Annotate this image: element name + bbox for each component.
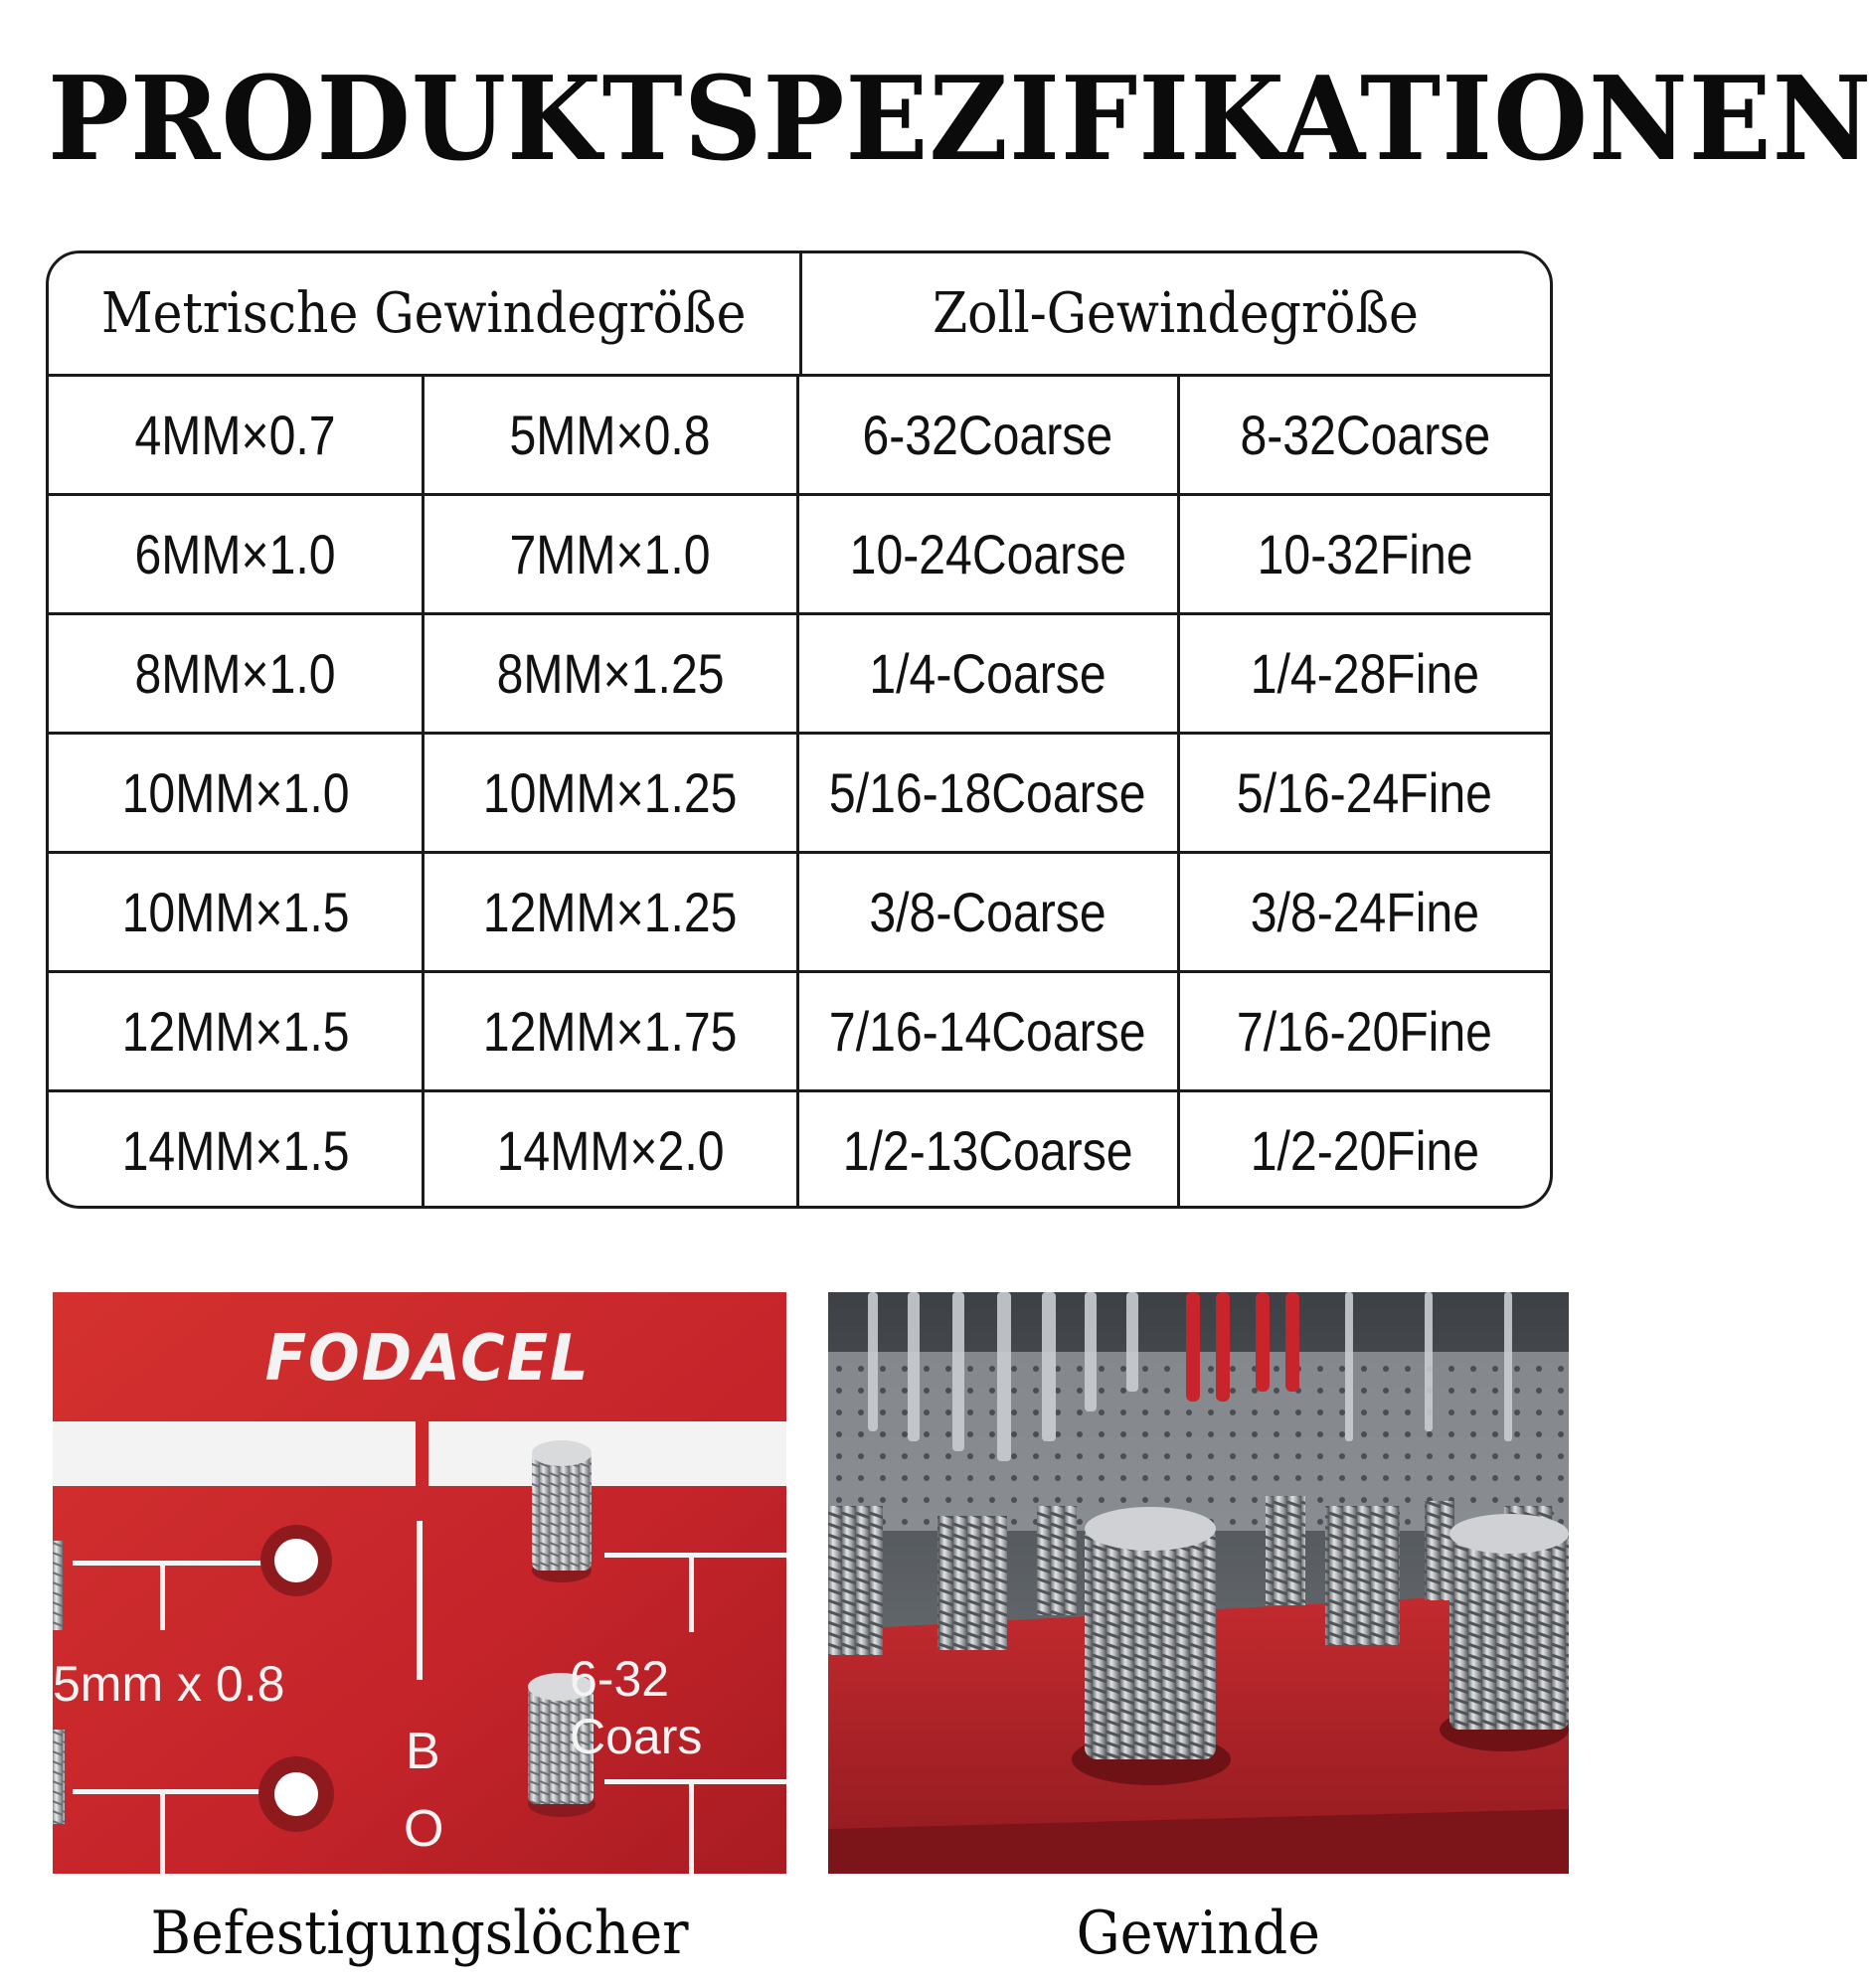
table-cell: 7/16-14Coarse [796, 973, 1177, 1089]
table-cell: 3/8-24Fine [1177, 854, 1550, 970]
table-row [49, 851, 1550, 970]
table-cell: 5/16-24Fine [1177, 735, 1550, 851]
plate-label-metric: 5mm x 0.8 [53, 1656, 285, 1712]
caption-fastening-holes: Befestigungslöcher [150, 1899, 689, 1968]
threads-photo [828, 1292, 1569, 1874]
table-cell: 10-32Fine [1177, 496, 1550, 612]
table-cell: 8MM×1.25 [422, 615, 795, 732]
table-row [49, 732, 1550, 851]
table-cell: 12MM×1.75 [422, 973, 795, 1089]
threads-illustration [828, 1292, 1569, 1874]
plate-label-inch: 6-32 Coars [570, 1651, 703, 1764]
table-cell: 14MM×2.0 [422, 1092, 795, 1209]
table-cell: 8-32Coarse [1177, 377, 1550, 493]
table-cell: 12MM×1.25 [422, 854, 795, 970]
table-cell: 4MM×0.7 [134, 404, 336, 466]
table-cell: 7MM×1.0 [422, 496, 795, 612]
table-cell: 14MM×1.5 [121, 1119, 350, 1182]
fastening-holes-photo [53, 1292, 786, 1874]
page-title: PRODUKTSPEZIFIKATIONEN [48, 52, 1872, 187]
table-cell: 1/2-20Fine [1177, 1092, 1550, 1209]
table-cell: 3/8-Coarse [796, 854, 1177, 970]
table-cell: 10MM×1.25 [422, 735, 795, 851]
table-cell: 7/16-20Fine [1177, 973, 1550, 1089]
table-cell: 5MM×0.8 [422, 377, 795, 493]
table-row [49, 1089, 1550, 1209]
table-header-row [49, 253, 1550, 374]
table-cell: 1/4-28Fine [1177, 615, 1550, 732]
table-row [49, 374, 1550, 493]
table-cell: 1/2-13Coarse [796, 1092, 1177, 1209]
table-cell: 8MM×1.0 [134, 642, 336, 705]
thread-spec-table [46, 250, 1553, 1209]
table-cell: 12MM×1.5 [121, 1000, 350, 1063]
plate-letter-o: O [404, 1800, 444, 1858]
plate-letter-b: B [406, 1723, 440, 1780]
table-row [49, 612, 1550, 732]
table-cell: 6-32Coarse [796, 377, 1177, 493]
table-row [49, 970, 1550, 1089]
table-cell: 1/4-Coarse [796, 615, 1177, 732]
brand-logo: FODACEL [264, 1322, 591, 1396]
caption-threads: Gewinde [1076, 1899, 1321, 1968]
table-cell: 10MM×1.5 [121, 881, 350, 943]
table-cell: 10MM×1.0 [121, 761, 350, 824]
header-metric: Metrische Gewindegröße [101, 281, 747, 346]
table-cell: 6MM×1.0 [134, 523, 336, 585]
table-cell: 5/16-18Coarse [796, 735, 1177, 851]
table-cell: 10-24Coarse [796, 496, 1177, 612]
header-inch: Zoll-Gewindegröße [799, 253, 1550, 374]
table-row [49, 493, 1550, 612]
